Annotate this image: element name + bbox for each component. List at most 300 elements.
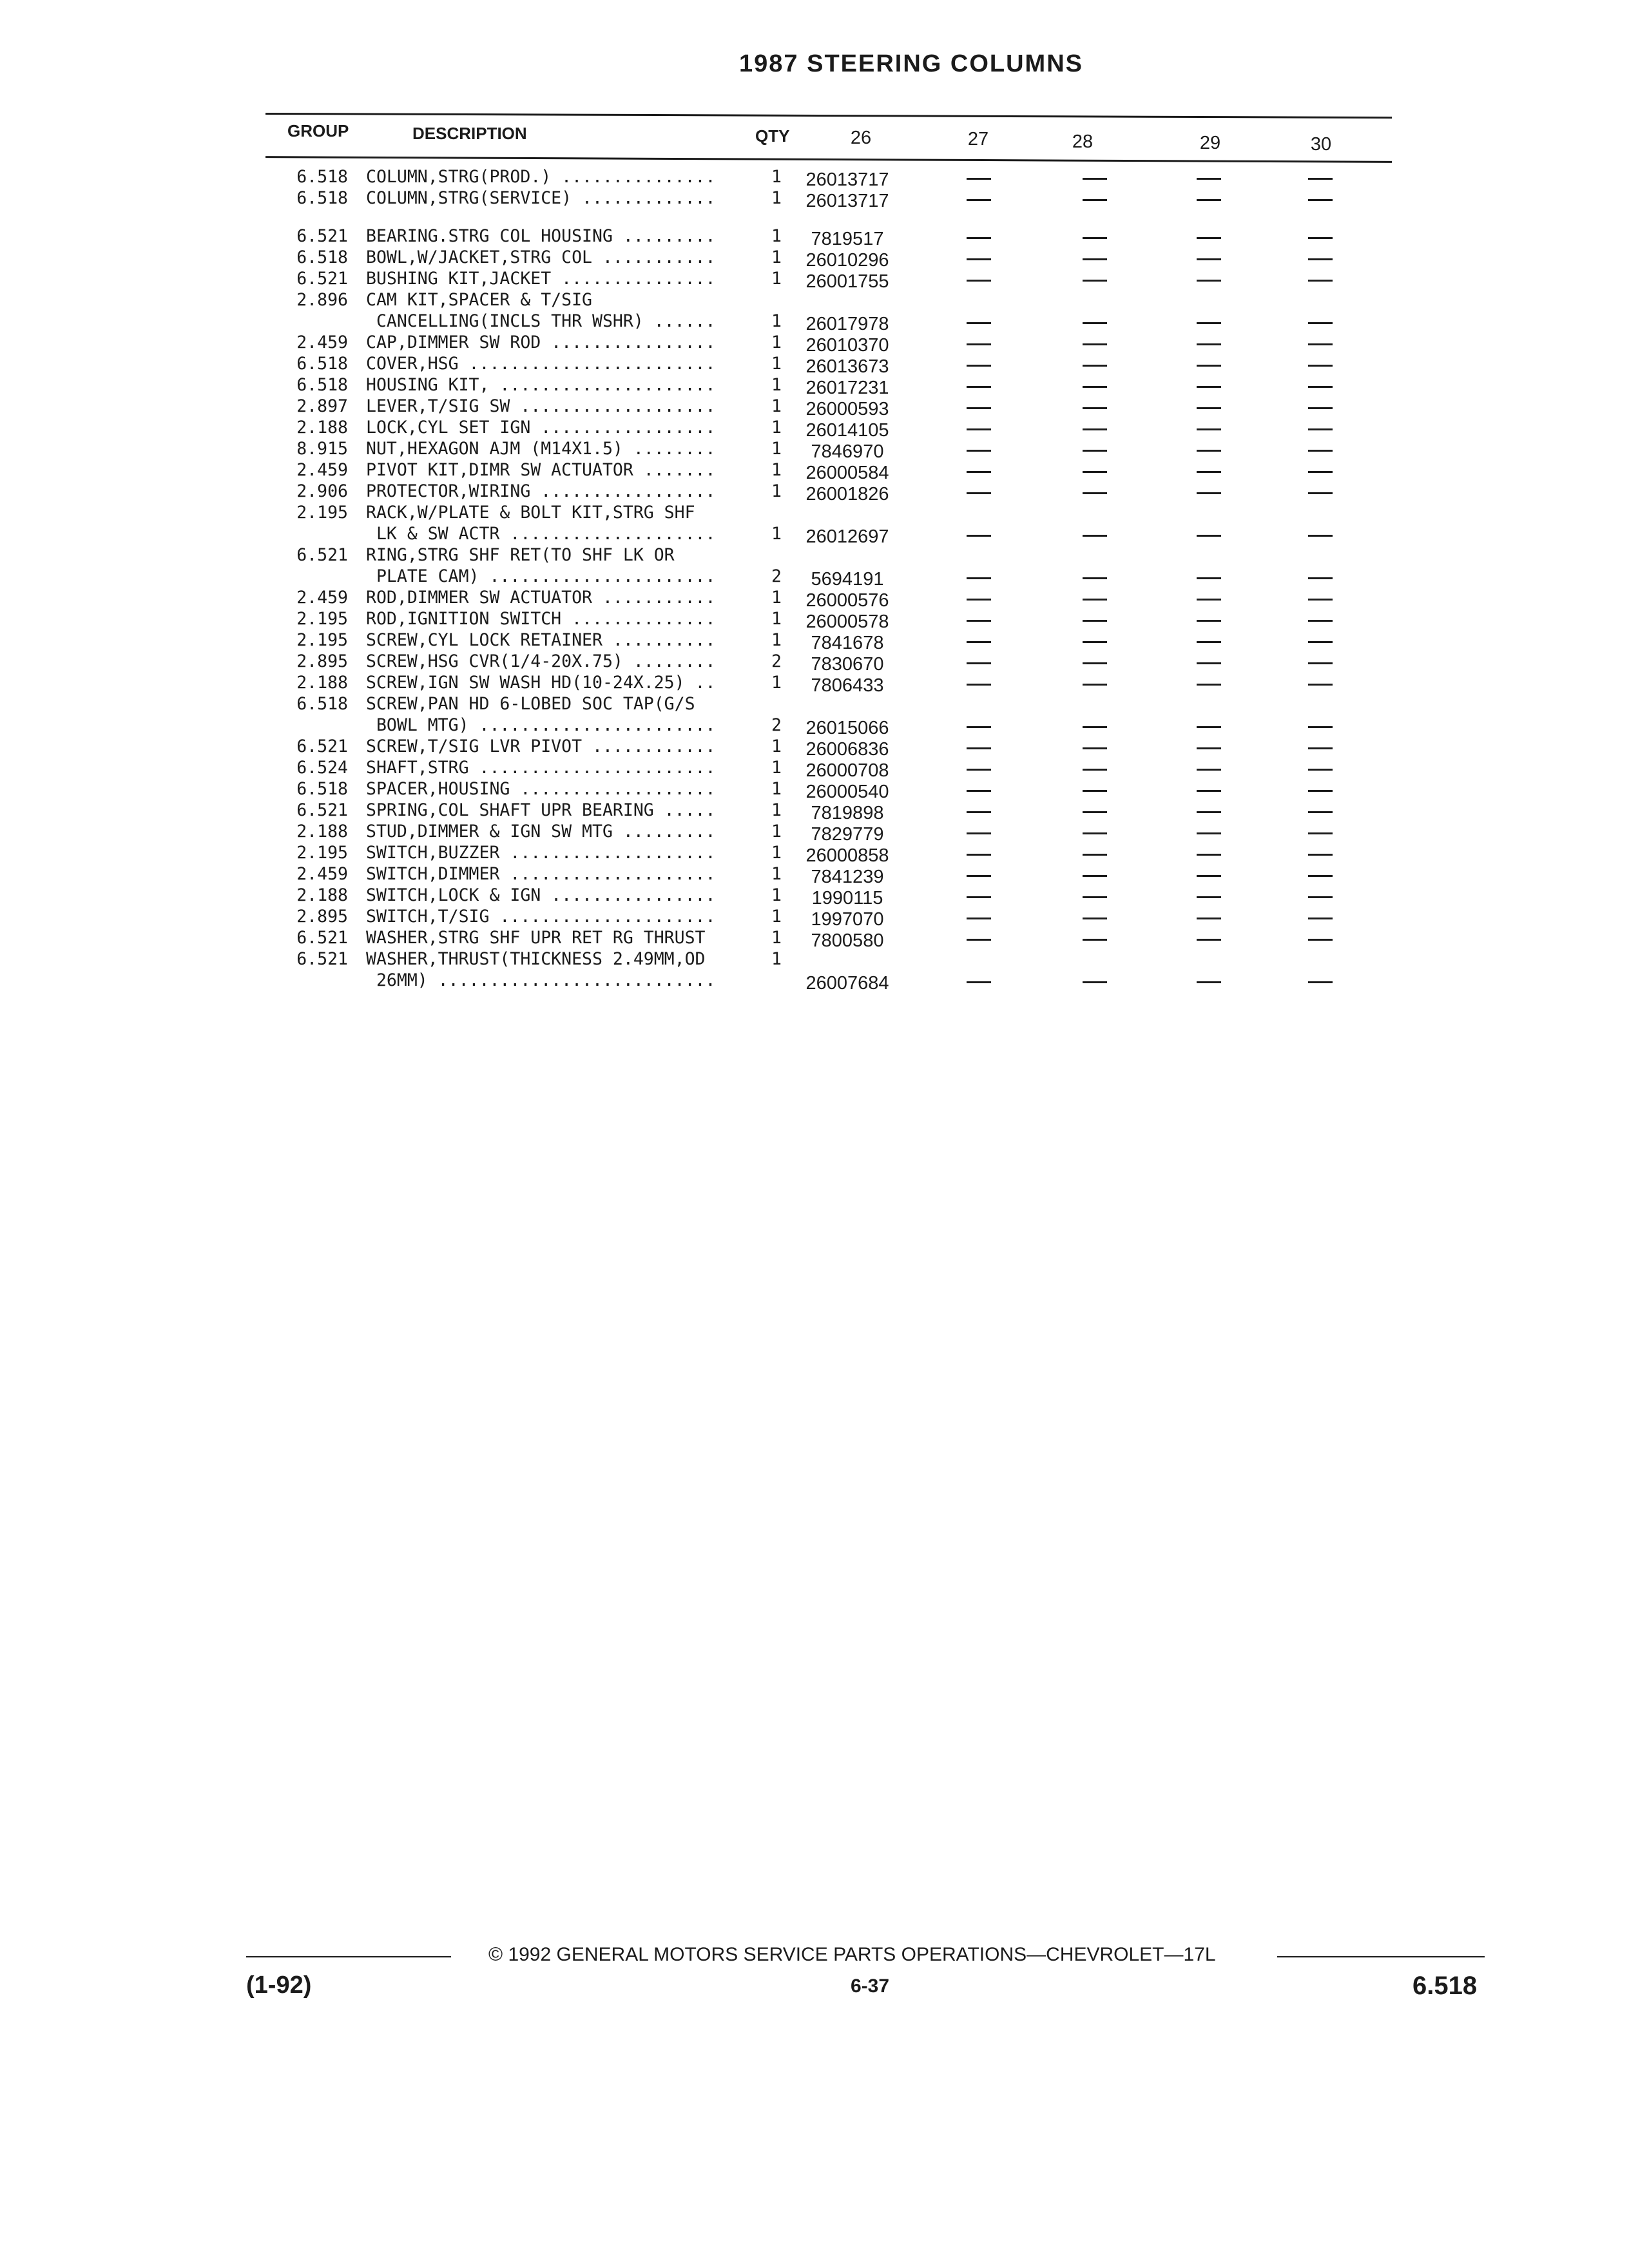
qty-cell: 1 <box>771 188 782 208</box>
qty-cell: 1 <box>771 673 782 693</box>
group-cell: 6.521 <box>296 545 348 565</box>
page-title: 1987 STEERING COLUMNS <box>739 50 1083 77</box>
description-cell: SWITCH,DIMMER .................... <box>366 864 716 884</box>
not-applicable-dash <box>1308 365 1333 367</box>
not-applicable-dash <box>1308 386 1333 388</box>
not-applicable-dash <box>1197 343 1221 345</box>
not-applicable-dash <box>1083 641 1107 643</box>
table-row <box>0 672 1629 696</box>
description-cell: LOCK,CYL SET IGN ................. <box>366 418 716 437</box>
table-row <box>0 438 1629 462</box>
not-applicable-dash <box>967 450 991 452</box>
not-applicable-dash <box>1308 492 1333 494</box>
group-cell: 2.195 <box>296 843 348 863</box>
table-row <box>0 885 1629 906</box>
table-row <box>0 778 1629 800</box>
part-number-cell: 26000578 <box>805 611 889 632</box>
not-applicable-dash <box>967 577 991 579</box>
qty-cell: 1 <box>771 949 782 969</box>
qty-cell: 1 <box>771 481 782 501</box>
qty-cell: 1 <box>771 269 782 289</box>
table-row <box>0 247 1629 271</box>
not-applicable-dash <box>1308 258 1333 260</box>
not-applicable-dash <box>1083 684 1107 686</box>
not-applicable-dash <box>1197 199 1221 201</box>
not-applicable-dash <box>1308 981 1333 983</box>
description-cell: BEARING.STRG COL HOUSING ......... <box>366 226 716 246</box>
table-row <box>0 757 1629 781</box>
qty-cell: 1 <box>771 439 782 459</box>
description-cell: NUT,HEXAGON AJM (M14X1.5) ........ <box>366 439 716 459</box>
qty-cell: 1 <box>771 630 782 650</box>
column-header-qty: QTY <box>755 126 790 146</box>
description-cell: SHAFT,STRG ....................... <box>366 758 716 778</box>
group-cell: 2.188 <box>296 673 348 693</box>
group-cell: 2.895 <box>296 651 348 671</box>
not-applicable-dash <box>1083 875 1107 877</box>
not-applicable-dash <box>1083 620 1107 622</box>
not-applicable-dash <box>1083 662 1107 664</box>
part-number-cell: 26001826 <box>805 484 889 505</box>
group-cell: 6.521 <box>296 736 348 756</box>
not-applicable-dash <box>1083 322 1107 324</box>
not-applicable-dash <box>967 199 991 201</box>
table-row <box>0 332 1629 356</box>
not-applicable-dash <box>1308 237 1333 239</box>
part-number-cell: 7819898 <box>811 803 884 823</box>
not-applicable-dash <box>967 790 991 792</box>
table-row <box>0 629 1629 651</box>
qty-cell: 1 <box>771 928 782 948</box>
qty-cell: 1 <box>771 524 782 544</box>
not-applicable-dash <box>1197 790 1221 792</box>
table-row <box>0 651 1629 675</box>
not-applicable-dash <box>1197 535 1221 537</box>
group-cell: 2.897 <box>296 396 348 416</box>
group-cell: 6.518 <box>296 247 348 267</box>
not-applicable-dash <box>1308 428 1333 430</box>
not-applicable-dash <box>1197 577 1221 579</box>
description-cell: BOWL,W/JACKET,STRG COL ........... <box>366 247 716 267</box>
not-applicable-dash <box>1083 450 1107 452</box>
description-cell: BOWL MTG) ....................... <box>366 715 716 735</box>
description-cell: SPACER,HOUSING ................... <box>366 779 716 799</box>
table-row <box>0 736 1629 760</box>
not-applicable-dash <box>967 641 991 643</box>
not-applicable-dash <box>1308 939 1333 941</box>
description-cell: STUD,DIMMER & IGN SW MTG ......... <box>366 822 716 841</box>
part-number-cell: 26012697 <box>805 526 889 547</box>
not-applicable-dash <box>967 875 991 877</box>
not-applicable-dash <box>1197 365 1221 367</box>
table-row <box>0 587 1629 611</box>
not-applicable-dash <box>1083 918 1107 919</box>
qty-cell: 1 <box>771 332 782 352</box>
column-header-30: 30 <box>1310 134 1332 155</box>
not-applicable-dash <box>1083 726 1107 728</box>
not-applicable-dash <box>967 662 991 664</box>
not-applicable-dash <box>1308 769 1333 771</box>
not-applicable-dash <box>1083 407 1107 409</box>
not-applicable-dash <box>1197 407 1221 409</box>
description-cell: SCREW,IGN SW WASH HD(10-24X.25) .. <box>366 673 716 693</box>
group-cell: 6.518 <box>296 188 348 208</box>
not-applicable-dash <box>1308 790 1333 792</box>
not-applicable-dash <box>1083 854 1107 856</box>
table-row <box>0 289 1629 311</box>
part-number-cell: 7819517 <box>811 229 884 249</box>
not-applicable-dash <box>967 747 991 749</box>
group-cell: 2.896 <box>296 290 348 310</box>
not-applicable-dash <box>1308 918 1333 919</box>
description-cell: SWITCH,LOCK & IGN ................ <box>366 885 716 905</box>
not-applicable-dash <box>1197 258 1221 260</box>
table-row <box>0 226 1629 247</box>
part-number-cell: 7800580 <box>811 930 884 951</box>
qty-cell: 2 <box>771 651 782 671</box>
not-applicable-dash <box>1197 450 1221 452</box>
not-applicable-dash <box>967 535 991 537</box>
part-number-cell: 26014105 <box>805 420 889 441</box>
table-row <box>0 459 1629 481</box>
group-cell: 2.895 <box>296 907 348 927</box>
not-applicable-dash <box>1308 832 1333 834</box>
qty-cell: 1 <box>771 907 782 927</box>
group-cell: 6.518 <box>296 375 348 395</box>
part-number-cell: 26013717 <box>805 191 889 211</box>
group-cell: 6.521 <box>296 928 348 948</box>
column-header-description: DESCRIPTION <box>412 124 527 143</box>
not-applicable-dash <box>1308 535 1333 537</box>
not-applicable-dash <box>1197 386 1221 388</box>
not-applicable-dash <box>1308 854 1333 856</box>
qty-cell: 1 <box>771 885 782 905</box>
not-applicable-dash <box>967 620 991 622</box>
table-row <box>0 566 1629 590</box>
group-cell: 2.459 <box>296 864 348 884</box>
not-applicable-dash <box>967 178 991 180</box>
part-number-cell: 26013673 <box>805 356 889 377</box>
not-applicable-dash <box>967 322 991 324</box>
not-applicable-dash <box>1083 199 1107 201</box>
description-cell: RACK,W/PLATE & BOLT KIT,STRG SHF <box>366 503 695 523</box>
qty-cell: 1 <box>771 247 782 267</box>
not-applicable-dash <box>1308 896 1333 898</box>
not-applicable-dash <box>1197 641 1221 643</box>
footer-page-number: 6-37 <box>851 1975 890 1997</box>
not-applicable-dash <box>967 258 991 260</box>
part-number-cell: 26017231 <box>805 378 889 398</box>
not-applicable-dash <box>1197 939 1221 941</box>
description-cell: SCREW,T/SIG LVR PIVOT ............ <box>366 736 716 756</box>
not-applicable-dash <box>1197 428 1221 430</box>
part-number-cell: 26000858 <box>805 845 889 866</box>
qty-cell: 1 <box>771 375 782 395</box>
group-cell: 2.459 <box>296 460 348 480</box>
not-applicable-dash <box>1197 918 1221 919</box>
qty-cell: 1 <box>771 609 782 629</box>
not-applicable-dash <box>1308 620 1333 622</box>
qty-cell: 1 <box>771 226 782 246</box>
part-number-cell: 26015066 <box>805 718 889 738</box>
not-applicable-dash <box>1083 471 1107 473</box>
footer-section-number: 6.518 <box>1412 1972 1478 2000</box>
not-applicable-dash <box>1083 896 1107 898</box>
table-row <box>0 166 1629 190</box>
description-cell: SCREW,PAN HD 6-LOBED SOC TAP(G/S <box>366 694 695 714</box>
table-row <box>0 374 1629 396</box>
part-number-cell: 26000540 <box>805 782 889 802</box>
part-number-cell: 26010370 <box>805 335 889 356</box>
not-applicable-dash <box>1308 811 1333 813</box>
not-applicable-dash <box>967 981 991 983</box>
description-cell: ROD,IGNITION SWITCH .............. <box>366 609 716 629</box>
qty-cell: 1 <box>771 758 782 778</box>
part-number-cell: 26000584 <box>805 463 889 483</box>
description-cell: PROTECTOR,WIRING ................. <box>366 481 716 501</box>
qty-cell: 1 <box>771 311 782 331</box>
not-applicable-dash <box>967 492 991 494</box>
part-number-cell: 7846970 <box>811 441 884 462</box>
not-applicable-dash <box>1197 769 1221 771</box>
description-cell: CAM KIT,SPACER & T/SIG <box>366 290 592 310</box>
not-applicable-dash <box>1083 365 1107 367</box>
table-row <box>0 311 1629 332</box>
footer-rule-left <box>246 1956 451 1957</box>
not-applicable-dash <box>967 280 991 282</box>
part-number-cell: 5694191 <box>811 569 884 590</box>
not-applicable-dash <box>1197 832 1221 834</box>
not-applicable-dash <box>967 365 991 367</box>
table-row <box>0 693 1629 715</box>
not-applicable-dash <box>1308 450 1333 452</box>
description-cell: SCREW,CYL LOCK RETAINER .......... <box>366 630 716 650</box>
table-row <box>0 187 1629 209</box>
not-applicable-dash <box>1308 407 1333 409</box>
description-cell: SWITCH,T/SIG ..................... <box>366 907 716 927</box>
description-cell: BUSHING KIT,JACKET ............... <box>366 269 716 289</box>
table-row <box>0 268 1629 292</box>
part-number-cell: 26006836 <box>805 739 889 760</box>
description-cell: WASHER,THRUST(THICKNESS 2.49MM,OD <box>366 949 706 969</box>
description-cell: PIVOT KIT,DIMR SW ACTUATOR ....... <box>366 460 716 480</box>
not-applicable-dash <box>1083 939 1107 941</box>
part-number-cell: 26010296 <box>805 250 889 271</box>
group-cell: 6.518 <box>296 167 348 187</box>
not-applicable-dash <box>1083 577 1107 579</box>
part-number-cell: 7829779 <box>811 824 884 845</box>
table-row <box>0 842 1629 866</box>
not-applicable-dash <box>967 896 991 898</box>
group-cell: 2.188 <box>296 885 348 905</box>
part-number-cell: 26000576 <box>805 590 889 611</box>
part-number-cell: 26001755 <box>805 271 889 292</box>
not-applicable-dash <box>1197 896 1221 898</box>
not-applicable-dash <box>967 918 991 919</box>
part-number-cell: 1990115 <box>811 888 883 908</box>
group-cell: 6.518 <box>296 694 348 714</box>
table-row <box>0 863 1629 885</box>
qty-cell: 1 <box>771 736 782 756</box>
not-applicable-dash <box>1197 237 1221 239</box>
not-applicable-dash <box>1197 811 1221 813</box>
not-applicable-dash <box>1083 599 1107 601</box>
description-cell: CAP,DIMMER SW ROD ................ <box>366 332 716 352</box>
qty-cell: 1 <box>771 460 782 480</box>
not-applicable-dash <box>1308 280 1333 282</box>
not-applicable-dash <box>1083 492 1107 494</box>
table-row <box>0 396 1629 417</box>
not-applicable-dash <box>1308 875 1333 877</box>
not-applicable-dash <box>1197 726 1221 728</box>
part-number-cell: 26000708 <box>805 760 889 781</box>
column-header-26: 26 <box>850 128 872 148</box>
not-applicable-dash <box>1083 981 1107 983</box>
not-applicable-dash <box>967 237 991 239</box>
part-number-cell: 1997070 <box>811 909 884 930</box>
table-row <box>0 906 1629 930</box>
table-row <box>0 948 1629 970</box>
part-number-cell: 7841239 <box>811 867 884 887</box>
not-applicable-dash <box>967 726 991 728</box>
qty-cell: 1 <box>771 418 782 437</box>
column-header-27: 27 <box>967 129 989 149</box>
not-applicable-dash <box>1308 662 1333 664</box>
column-header-group: GROUP <box>287 121 349 140</box>
not-applicable-dash <box>1083 258 1107 260</box>
table-row <box>0 608 1629 632</box>
footer-copyright: © 1992 GENERAL MOTORS SERVICE PARTS OPERATIONS—CHEVROLET—17L <box>488 1944 1216 1965</box>
table-row <box>0 927 1629 951</box>
part-number-cell: 26013717 <box>805 169 889 190</box>
not-applicable-dash <box>1197 322 1221 324</box>
qty-cell: 1 <box>771 588 782 608</box>
not-applicable-dash <box>1197 280 1221 282</box>
not-applicable-dash <box>1083 343 1107 345</box>
description-cell: PLATE CAM) ...................... <box>366 566 716 586</box>
not-applicable-dash <box>1308 747 1333 749</box>
group-cell: 2.195 <box>296 630 348 650</box>
not-applicable-dash <box>1308 322 1333 324</box>
not-applicable-dash <box>967 832 991 834</box>
not-applicable-dash <box>1197 178 1221 180</box>
table-row <box>0 502 1629 523</box>
not-applicable-dash <box>967 769 991 771</box>
column-header-28: 28 <box>1072 131 1094 152</box>
qty-cell: 1 <box>771 396 782 416</box>
not-applicable-dash <box>967 854 991 856</box>
not-applicable-dash <box>1083 386 1107 388</box>
qty-cell: 2 <box>771 566 782 586</box>
not-applicable-dash <box>1083 428 1107 430</box>
description-cell: RING,STRG SHF RET(TO SHF LK OR <box>366 545 675 565</box>
not-applicable-dash <box>967 811 991 813</box>
part-number-cell: 7806433 <box>811 675 884 696</box>
header-top-rule <box>265 113 1392 119</box>
not-applicable-dash <box>1197 747 1221 749</box>
table-row <box>0 800 1629 821</box>
group-cell: 6.521 <box>296 800 348 820</box>
not-applicable-dash <box>1308 599 1333 601</box>
description-cell: COLUMN,STRG(SERVICE) ............. <box>366 188 716 208</box>
description-cell: CANCELLING(INCLS THR WSHR) ...... <box>366 311 716 331</box>
not-applicable-dash <box>1197 620 1221 622</box>
not-applicable-dash <box>1083 280 1107 282</box>
not-applicable-dash <box>1197 662 1221 664</box>
group-cell: 6.521 <box>296 949 348 969</box>
not-applicable-dash <box>1083 747 1107 749</box>
part-number-cell: 26007684 <box>805 973 889 994</box>
not-applicable-dash <box>967 684 991 686</box>
not-applicable-dash <box>1308 577 1333 579</box>
qty-cell: 1 <box>771 167 782 187</box>
not-applicable-dash <box>1083 832 1107 834</box>
description-cell: SCREW,HSG CVR(1/4-20X.75) ........ <box>366 651 716 671</box>
not-applicable-dash <box>1308 684 1333 686</box>
description-cell: SWITCH,BUZZER .................... <box>366 843 716 863</box>
description-cell: COVER,HSG ........................ <box>366 354 716 374</box>
table-row <box>0 523 1629 547</box>
not-applicable-dash <box>967 599 991 601</box>
not-applicable-dash <box>967 471 991 473</box>
group-cell: 2.188 <box>296 822 348 841</box>
not-applicable-dash <box>1308 641 1333 643</box>
qty-cell: 1 <box>771 779 782 799</box>
group-cell: 2.195 <box>296 609 348 629</box>
table-row <box>0 715 1629 736</box>
not-applicable-dash <box>1308 178 1333 180</box>
not-applicable-dash <box>1197 981 1221 983</box>
qty-cell: 2 <box>771 715 782 735</box>
header-bottom-rule <box>265 156 1392 163</box>
qty-cell: 1 <box>771 822 782 841</box>
qty-cell: 1 <box>771 843 782 863</box>
part-number-cell: 7830670 <box>811 654 884 675</box>
group-cell: 2.459 <box>296 332 348 352</box>
table-row <box>0 821 1629 845</box>
description-cell: LEVER,T/SIG SW ................... <box>366 396 716 416</box>
part-number-cell: 7841678 <box>811 633 884 653</box>
group-cell: 2.459 <box>296 588 348 608</box>
description-cell: COLUMN,STRG(PROD.) ............... <box>366 167 716 187</box>
group-cell: 2.906 <box>296 481 348 501</box>
not-applicable-dash <box>1083 769 1107 771</box>
not-applicable-dash <box>1197 875 1221 877</box>
group-cell: 6.521 <box>296 226 348 246</box>
table-row <box>0 353 1629 377</box>
footer-date-code: (1-92) <box>246 1972 312 1999</box>
description-cell: ROD,DIMMER SW ACTUATOR ........... <box>366 588 716 608</box>
part-number-cell: 26017978 <box>805 314 889 334</box>
not-applicable-dash <box>967 428 991 430</box>
group-cell: 8.915 <box>296 439 348 459</box>
not-applicable-dash <box>1083 535 1107 537</box>
footer-rule-right <box>1277 1956 1485 1957</box>
qty-cell: 1 <box>771 864 782 884</box>
not-applicable-dash <box>1083 811 1107 813</box>
description-cell: SPRING,COL SHAFT UPR BEARING ..... <box>366 800 716 820</box>
group-cell: 6.518 <box>296 779 348 799</box>
group-cell: 6.521 <box>296 269 348 289</box>
not-applicable-dash <box>1197 492 1221 494</box>
not-applicable-dash <box>1197 599 1221 601</box>
description-cell: WASHER,STRG SHF UPR RET RG THRUST <box>366 928 706 948</box>
not-applicable-dash <box>967 386 991 388</box>
not-applicable-dash <box>1308 343 1333 345</box>
table-row <box>0 544 1629 566</box>
not-applicable-dash <box>967 939 991 941</box>
parts-table <box>0 166 1629 994</box>
